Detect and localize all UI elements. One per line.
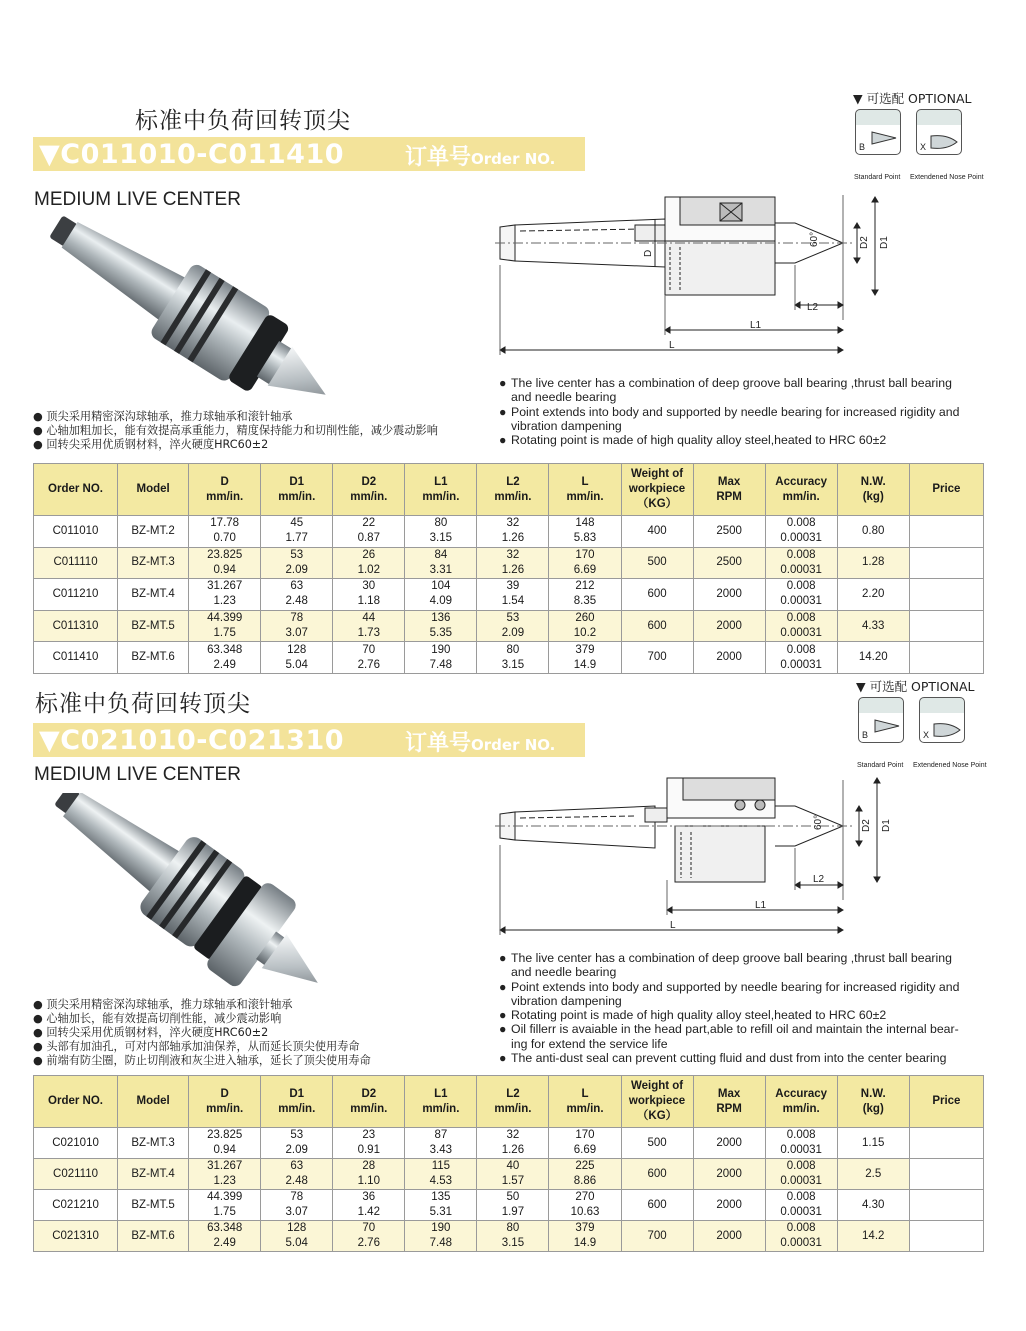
model-cell: BZ-MT.3: [118, 547, 189, 579]
feature-item: ● The anti-dust seal can prevent cutting fluid and dust from into the center bearing: [499, 1051, 947, 1066]
feature-item-cn: ● 顶尖采用精密深沟球轴承，推力球轴承和滚针轴承: [33, 998, 293, 1011]
l-cell: 260 10.2: [549, 610, 621, 642]
order-range-banner: [33, 723, 585, 757]
technical-drawing: [495, 185, 895, 360]
weight-cell: 600: [621, 579, 693, 611]
weight-cell: 500: [621, 547, 693, 579]
price-header: Price: [909, 1076, 983, 1128]
standard-point-caption: Standard Point: [857, 762, 904, 769]
accuracy-cell: 0.008 0.00031: [765, 1128, 837, 1159]
model-cell: BZ-MT.2: [118, 516, 189, 548]
order-no-cell: C011010: [34, 516, 118, 548]
optional-label: ▼ 可选配 OPTIONAL: [856, 679, 975, 694]
d-cell: 44.399 1.75: [189, 1190, 261, 1221]
l1-cell: 104 4.09: [405, 579, 477, 611]
standard-point-caption: Standard Point: [854, 174, 901, 181]
nw-cell: 4.33: [837, 610, 909, 642]
nw-cell: 2.5: [837, 1159, 909, 1190]
model-cell: BZ-MT.6: [118, 642, 189, 674]
rpm-cell: 2500: [693, 547, 765, 579]
accuracy-cell: 0.008 0.00031: [765, 1190, 837, 1221]
option-b-letter: B: [862, 730, 869, 740]
l2-header: L2 mm/in.: [477, 1076, 549, 1128]
order-no-label: 订单号Order NO.: [405, 145, 556, 170]
feature-item-cn: ● 心轴加粗加长，能有效提高承重能力，精度保持能力和切削性能，减少震动影响: [33, 424, 438, 437]
order-no-cell: C011310: [34, 610, 118, 642]
d1-label: D1: [881, 819, 892, 832]
feature-item-cn: ● 回转尖采用优质钢材料，淬火硬度HRC60±2: [33, 438, 269, 451]
chinese-features: [33, 410, 438, 452]
chinese-title: 标准中负荷回转顶尖: [135, 108, 351, 134]
d1-cell: 63 2.48: [261, 1159, 333, 1190]
nw-cell: 14.2: [837, 1221, 909, 1252]
order-no-cell: C011410: [34, 642, 118, 674]
d2-cell: 36 1.42: [333, 1190, 405, 1221]
l-label: L: [669, 340, 675, 351]
extended-nose-point-option: [916, 109, 962, 155]
feature-item: ● The live center has a combination of deep groove ball bearing ,thrust ball bearing and needle bearing: [499, 951, 952, 980]
nw-cell: 1.15: [837, 1128, 909, 1159]
model-cell: BZ-MT.5: [118, 1190, 189, 1221]
d2-cell: 30 1.18: [333, 579, 405, 611]
medium-live-center-heading: MEDIUM LIVE CENTER: [34, 189, 241, 210]
l-cell: 270 10.63: [549, 1190, 621, 1221]
d-cell: 63.348 2.49: [189, 1221, 261, 1252]
feature-item: ● Point extends into body and supported by needle bearing for increased rigidity and vibration dampening: [499, 979, 960, 1008]
spec-table: [33, 1075, 984, 1252]
d2-label: D2: [861, 819, 872, 832]
accuracy-header: Accuracy mm/in.: [765, 1076, 837, 1128]
price-cell: [909, 579, 983, 611]
price-cell: [909, 1190, 983, 1221]
l-cell: 212 8.35: [549, 579, 621, 611]
feature-item-cn: ● 头部有加油孔，可对内部轴承加油保养，从而延长顶尖使用寿命: [33, 1040, 360, 1053]
accuracy-cell: 0.008 0.00031: [765, 516, 837, 548]
rpm-cell: 2000: [693, 579, 765, 611]
model-cell: BZ-MT.5: [118, 610, 189, 642]
feature-item: ● Oil fillerr is avaiable in the head part,able to refill oil and maintain the internal bear- ing for extend the service life: [499, 1022, 959, 1051]
extended-nose-caption: Extendened Nose Point: [913, 762, 987, 769]
d2-header: D2 mm/in.: [333, 464, 405, 516]
l-label: L: [670, 920, 676, 931]
nw-cell: 14.20: [837, 642, 909, 674]
l1-label: L1: [755, 900, 767, 911]
table-row: [34, 610, 984, 642]
l-header: L mm/in.: [549, 464, 621, 516]
order-no-cell: C021010: [34, 1128, 118, 1159]
l1-header: L1 mm/in.: [405, 464, 477, 516]
extended-nose-caption: Extendened Nose Point: [910, 174, 984, 181]
l1-cell: 136 5.35: [405, 610, 477, 642]
l1-label: L1: [750, 320, 762, 331]
l2-header: L2 mm/in.: [477, 464, 549, 516]
l2-cell: 32 1.26: [477, 516, 549, 548]
order-no-cell: C021210: [34, 1190, 118, 1221]
nw-cell: 1.28: [837, 547, 909, 579]
rpm-cell: 2000: [693, 1159, 765, 1190]
rpm-cell: 2500: [693, 516, 765, 548]
accuracy-cell: 0.008 0.00031: [765, 579, 837, 611]
d1-header: D1 mm/in.: [261, 464, 333, 516]
d1-cell: 128 5.04: [261, 1221, 333, 1252]
d1-header: D1 mm/in.: [261, 1076, 333, 1128]
l-header: L mm/in.: [549, 1076, 621, 1128]
spec-table: [33, 463, 984, 674]
accuracy-cell: 0.008 0.00031: [765, 610, 837, 642]
price-cell: [909, 610, 983, 642]
order-range-code: ▼C011010-C011410: [39, 138, 345, 170]
order-no-cell: C021310: [34, 1221, 118, 1252]
l1-cell: 190 7.48: [405, 642, 477, 674]
table-row: [34, 642, 984, 674]
table-row: [34, 1190, 984, 1221]
price-cell: [909, 516, 983, 548]
feature-item-cn: ● 顶尖采用精密深沟球轴承，推力球轴承和滚针轴承: [33, 410, 293, 423]
d-cell: 23.825 0.94: [189, 547, 261, 579]
option-b-letter: B: [859, 142, 866, 152]
d2-cell: 70 2.76: [333, 1221, 405, 1252]
d2-cell: 28 1.10: [333, 1159, 405, 1190]
option-x-letter: X: [923, 730, 930, 740]
extended-nose-point-option: [919, 697, 965, 743]
technical-drawing: [495, 770, 895, 945]
live-center-photo: [30, 793, 350, 988]
l1-cell: 135 5.31: [405, 1190, 477, 1221]
table-row: [34, 1221, 984, 1252]
d-header: D mm/in.: [189, 1076, 261, 1128]
price-cell: [909, 1159, 983, 1190]
english-features: [499, 951, 989, 1065]
d2-label: D2: [859, 236, 870, 249]
order-no-header: Order NO.: [34, 464, 118, 516]
rpm-header: Max RPM: [693, 464, 765, 516]
feature-item: ● Point extends into body and supported by needle bearing for increased rigidity and vibration dampening: [499, 404, 960, 433]
d2-cell: 44 1.73: [333, 610, 405, 642]
medium-live-center-heading: MEDIUM LIVE CENTER: [34, 764, 241, 785]
model-cell: BZ-MT.4: [118, 1159, 189, 1190]
option-x-letter: X: [920, 142, 927, 152]
nw-cell: 2.20: [837, 579, 909, 611]
weight-cell: 400: [621, 516, 693, 548]
d1-cell: 78 3.07: [261, 1190, 333, 1221]
nw-cell: 0.80: [837, 516, 909, 548]
weight-cell: 700: [621, 642, 693, 674]
l2-cell: 32 1.26: [477, 547, 549, 579]
model-header: Model: [118, 464, 189, 516]
feature-item: ● Rotating point is made of high quality alloy steel,heated to HRC 60±2: [499, 433, 887, 448]
accuracy-header: Accuracy mm/in.: [765, 464, 837, 516]
standard-point-option: [855, 109, 901, 155]
model-cell: BZ-MT.4: [118, 579, 189, 611]
chinese-title: 标准中负荷回转顶尖: [35, 691, 251, 717]
d-cell: 23.825 0.94: [189, 1128, 261, 1159]
d-header: D mm/in.: [189, 464, 261, 516]
l1-cell: 80 3.15: [405, 516, 477, 548]
order-no-cell: C011210: [34, 579, 118, 611]
d2-cell: 26 1.02: [333, 547, 405, 579]
table-row: [34, 1159, 984, 1190]
feature-item: ● The live center has a combination of deep groove ball bearing ,thrust ball bearing and needle bearing: [499, 376, 952, 405]
d1-cell: 53 2.09: [261, 547, 333, 579]
model-header: Model: [118, 1076, 189, 1128]
d1-cell: 78 3.07: [261, 610, 333, 642]
feature-item-cn: ● 回转尖采用优质钢材料，淬火硬度HRC60±2: [33, 1026, 269, 1039]
order-no-label: 订单号Order NO.: [405, 731, 556, 756]
table-row: [34, 547, 984, 579]
accuracy-cell: 0.008 0.00031: [765, 547, 837, 579]
table-row: [34, 1128, 984, 1159]
d1-cell: 45 1.77: [261, 516, 333, 548]
model-cell: BZ-MT.3: [118, 1128, 189, 1159]
l2-cell: 39 1.54: [477, 579, 549, 611]
rpm-cell: 2000: [693, 1221, 765, 1252]
order-no-cell: C011110: [34, 547, 118, 579]
l-cell: 170 6.69: [549, 547, 621, 579]
d1-label: D1: [879, 236, 890, 249]
d2-cell: 23 0.91: [333, 1128, 405, 1159]
accuracy-cell: 0.008 0.00031: [765, 1159, 837, 1190]
price-cell: [909, 547, 983, 579]
l2-cell: 32 1.26: [477, 1128, 549, 1159]
d-cell: 31.267 1.23: [189, 579, 261, 611]
l2-cell: 80 3.15: [477, 642, 549, 674]
d1-cell: 128 5.04: [261, 642, 333, 674]
feature-item-cn: ● 心轴加长，能有效提高切削性能，减少震动影响: [33, 1012, 282, 1025]
table-row: [34, 516, 984, 548]
d-cell: 44.399 1.75: [189, 610, 261, 642]
l-cell: 379 14.9: [549, 1221, 621, 1252]
rpm-header: Max RPM: [693, 1076, 765, 1128]
order-range-banner: [33, 137, 585, 171]
weight-cell: 600: [621, 1190, 693, 1221]
chinese-features: [33, 998, 371, 1068]
angle-label: 60°: [813, 814, 824, 830]
accuracy-cell: 0.008 0.00031: [765, 1221, 837, 1252]
accuracy-cell: 0.008 0.00031: [765, 642, 837, 674]
feature-item: ● Rotating point is made of high quality alloy steel,heated to HRC 60±2: [499, 1008, 887, 1023]
order-range-code: ▼C021010-C021310: [39, 724, 345, 756]
angle-label: 60°: [809, 231, 820, 247]
feature-item-cn: ● 前端有防尘圈，防止切削液和灰尘进入轴承，延长了顶尖使用寿命: [33, 1054, 371, 1067]
standard-point-option: [858, 697, 904, 743]
nw-cell: 4.30: [837, 1190, 909, 1221]
product-section-2: [0, 675, 1026, 1331]
l2-cell: 40 1.57: [477, 1159, 549, 1190]
rpm-cell: 2000: [693, 1128, 765, 1159]
table-header-row: [34, 1076, 984, 1128]
rpm-cell: 2000: [693, 610, 765, 642]
table-row: [34, 579, 984, 611]
l2-label: L2: [813, 874, 825, 885]
l1-header: L1 mm/in.: [405, 1076, 477, 1128]
d-cell: 17.78 0.70: [189, 516, 261, 548]
l-cell: 148 5.83: [549, 516, 621, 548]
l-cell: 225 8.86: [549, 1159, 621, 1190]
order-no-header: Order NO.: [34, 1076, 118, 1128]
price-header: Price: [909, 464, 983, 516]
nw-header: N.W. (kg): [837, 1076, 909, 1128]
model-cell: BZ-MT.6: [118, 1221, 189, 1252]
d-cell: 63.348 2.49: [189, 642, 261, 674]
weight-cell: 600: [621, 1159, 693, 1190]
price-cell: [909, 1128, 983, 1159]
price-cell: [909, 1221, 983, 1252]
live-center-photo: [30, 215, 355, 405]
optional-label: ▼ 可选配 OPTIONAL: [853, 91, 972, 106]
rpm-cell: 2000: [693, 1190, 765, 1221]
d-label: D: [643, 249, 654, 257]
rpm-cell: 2000: [693, 642, 765, 674]
weight-cell: 700: [621, 1221, 693, 1252]
table-header-row: [34, 464, 984, 516]
l2-label: L2: [807, 302, 819, 313]
d-cell: 31.267 1.23: [189, 1159, 261, 1190]
l1-cell: 84 3.31: [405, 547, 477, 579]
d2-cell: 22 0.87: [333, 516, 405, 548]
order-no-cell: C021110: [34, 1159, 118, 1190]
l1-cell: 87 3.43: [405, 1128, 477, 1159]
d1-cell: 63 2.48: [261, 579, 333, 611]
d2-header: D2 mm/in.: [333, 1076, 405, 1128]
l2-cell: 80 3.15: [477, 1221, 549, 1252]
price-cell: [909, 642, 983, 674]
d1-cell: 53 2.09: [261, 1128, 333, 1159]
l2-cell: 50 1.97: [477, 1190, 549, 1221]
english-features: [499, 376, 989, 447]
weight-header: Weight of workpiece （KG）: [621, 1076, 693, 1128]
l-cell: 379 14.9: [549, 642, 621, 674]
weight-cell: 500: [621, 1128, 693, 1159]
l2-cell: 53 2.09: [477, 610, 549, 642]
l1-cell: 190 7.48: [405, 1221, 477, 1252]
weight-header: Weight of workpiece （KG）: [621, 464, 693, 516]
weight-cell: 600: [621, 610, 693, 642]
l-cell: 170 6.69: [549, 1128, 621, 1159]
nw-header: N.W. (kg): [837, 464, 909, 516]
l1-cell: 115 4.53: [405, 1159, 477, 1190]
d2-cell: 70 2.76: [333, 642, 405, 674]
